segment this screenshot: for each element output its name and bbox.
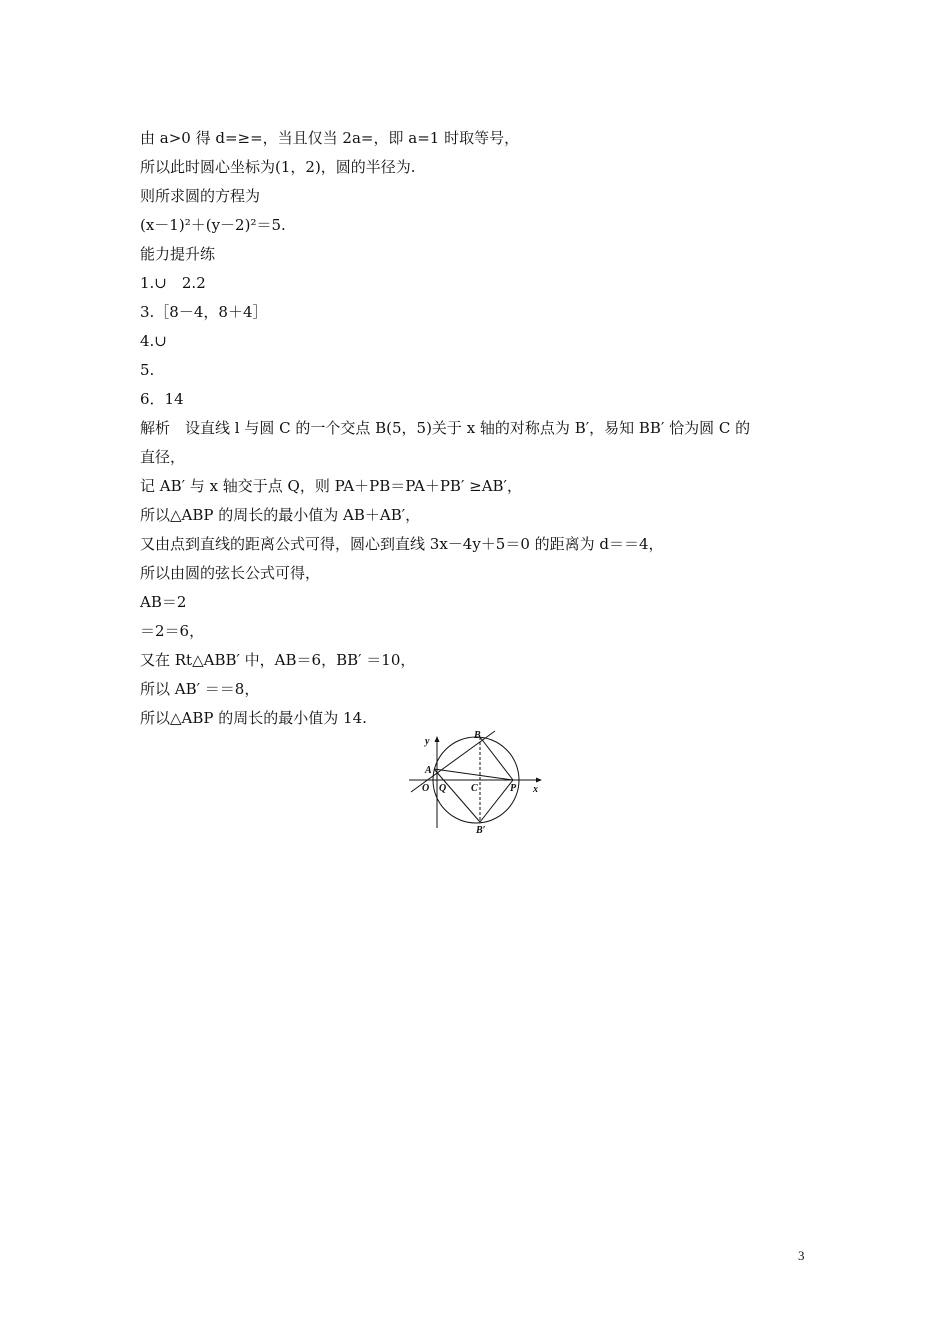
segment-bp	[480, 737, 513, 780]
solution-text	[140, 124, 820, 733]
label-c: C	[471, 783, 478, 794]
text-line: 6．14	[140, 390, 184, 408]
text-line: 所以 AB′ ＝＝8，	[140, 680, 260, 698]
segment-pb-prime	[480, 780, 513, 822]
text-line: 5.	[140, 361, 155, 379]
text-line: 又由点到直线的距离公式可得，圆心到直线 3x－4y＋5＝0 的距离为 d＝＝4，	[140, 535, 664, 553]
label-q: Q	[439, 783, 447, 794]
text-line: 直径，	[140, 448, 186, 466]
text-line: 所以由圆的弦长公式可得，	[140, 564, 321, 582]
text-line: 记 AB′ 与 x 轴交于点 Q，则 PA＋PB＝PA＋PB′ ≥AB′，	[140, 477, 522, 495]
text-line: 所以此时圆心坐标为(1，2)，圆的半径为.	[140, 158, 416, 176]
text-line: 解析 设直线 l 与圆 C 的一个交点 B(5，5)关于 x 轴的对称点为 B′，易知 BB′ 恰为圆 C 的	[140, 419, 751, 437]
segment-ab-prime	[434, 769, 480, 822]
page-number: 3	[798, 1248, 805, 1263]
x-axis-arrow	[536, 778, 542, 783]
section-heading: 能力提升练	[140, 245, 216, 263]
text-line: AB＝2	[140, 593, 187, 611]
label-a: A	[425, 765, 432, 776]
circle-diagram	[405, 728, 555, 838]
text-line: 1.∪ 2.2	[140, 274, 206, 292]
label-o: O	[422, 783, 430, 794]
label-p: P	[510, 783, 517, 794]
text-line: 4.∪	[140, 332, 167, 350]
label-x: x	[533, 784, 538, 795]
y-axis-arrow	[435, 736, 440, 742]
geometry-figure	[405, 728, 555, 838]
text-line: 则所求圆的方程为	[140, 187, 261, 205]
label-y: y	[425, 736, 430, 747]
text-line: (x－1)²＋(y－2)²＝5.	[140, 216, 286, 234]
label-b-prime: B′	[476, 825, 486, 836]
text-line: 由 a>0 得 d=≥=，当且仅当 2a=，即 a=1 时取等号，	[140, 129, 520, 147]
text-line: 所以△ABP 的周长的最小值为 AB＋AB′，	[140, 506, 421, 524]
text-line: 又在 Rt△ABB′ 中，AB＝6，BB′ ＝10，	[140, 651, 416, 669]
label-b: B	[474, 730, 481, 741]
text-line: 3.［8－4，8＋4］	[140, 303, 268, 321]
segment-ap	[434, 769, 513, 780]
text-line: ＝2＝6，	[140, 622, 205, 640]
text-line: 所以△ABP 的周长的最小值为 14.	[140, 709, 367, 727]
